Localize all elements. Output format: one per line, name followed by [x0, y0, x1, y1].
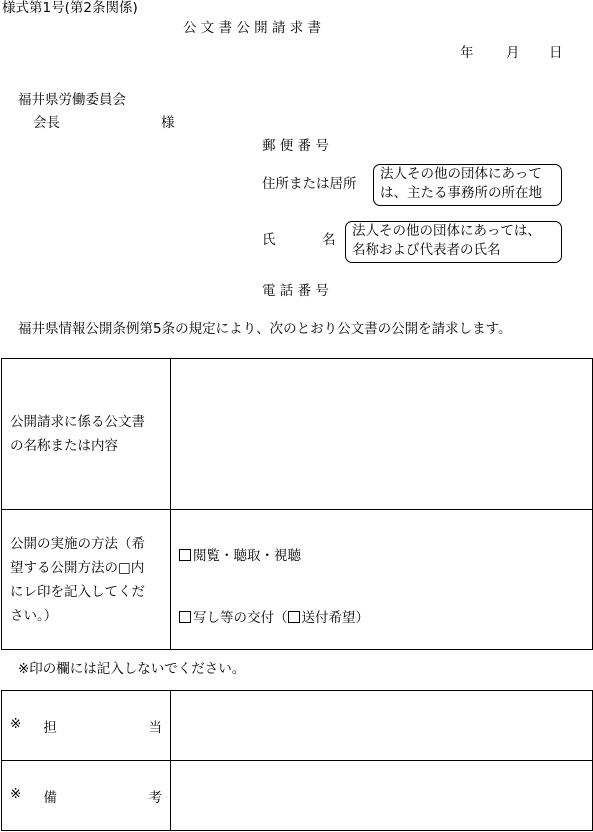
- address-note-line-1: 法人その他の団体にあって: [380, 166, 542, 182]
- option-copy[interactable]: [179, 606, 592, 626]
- name-label-first: 氏: [262, 232, 276, 248]
- postal-code-label: 郵 便 番 号: [262, 138, 329, 154]
- remarks-input-cell: [171, 761, 593, 831]
- method-options-cell: [171, 510, 593, 650]
- request-table: [1, 358, 593, 650]
- date-day: 日: [549, 45, 563, 61]
- document-input-cell[interactable]: [171, 359, 593, 510]
- staff-mark: ※: [10, 715, 22, 732]
- office-use-table: [1, 690, 593, 831]
- date-month: 月: [506, 45, 520, 61]
- addressee-honorific: 様: [161, 115, 175, 131]
- name-note-bracket: [345, 221, 562, 263]
- mail-checkbox[interactable]: [288, 611, 300, 623]
- name-note-line-2: 名称および代表者の氏名: [352, 242, 501, 258]
- staff-input-cell: [171, 691, 593, 761]
- remarks-label-a: 備: [43, 789, 57, 806]
- address-label: 住所または居所: [262, 176, 357, 192]
- date-year: 年: [460, 45, 474, 61]
- remarks-row: [2, 761, 593, 831]
- method-label-line-3: にレ印を記入してくだ: [10, 583, 145, 600]
- option-view[interactable]: [179, 544, 592, 564]
- staff-row: [2, 691, 593, 761]
- method-label-line-1: 公開の実施の方法（希: [10, 535, 145, 552]
- option-mail-label: 送付希望）: [301, 610, 369, 626]
- document-label-line-2: の名称または内容: [10, 438, 118, 454]
- staff-label-b: 当: [148, 719, 162, 736]
- address-note-line-2: は、主たる事務所の所在地: [380, 185, 542, 201]
- option-copy-label: 写し等の交付（: [193, 610, 288, 626]
- document-title: 公 文 書 公 開 請 求 書: [183, 20, 322, 36]
- remarks-mark: ※: [10, 785, 22, 802]
- copy-checkbox[interactable]: [179, 611, 191, 623]
- address-note-bracket: [373, 164, 562, 206]
- remarks-label-b: 考: [148, 789, 162, 806]
- request-statement: 福井県情報公開条例第5条の規定により、次のとおり公文書の公開を請求します。: [18, 321, 512, 337]
- method-label-line-4: さい。）: [10, 607, 58, 624]
- document-label-cell: [2, 359, 171, 510]
- office-use-note: ※印の欄には記入しないでください。: [18, 661, 246, 677]
- remarks-label-cell: [2, 761, 171, 831]
- name-note-line-1: 法人その他の団体にあっては、: [352, 223, 541, 239]
- option-view-label: 閲覧・聴取・視聴: [193, 548, 301, 564]
- document-row: [2, 359, 593, 510]
- document-label-line-1: 公開請求に係る公文書: [10, 414, 145, 430]
- name-label-second: 名: [322, 232, 336, 248]
- addressee-role: 会長: [33, 115, 60, 131]
- method-row: [2, 510, 593, 650]
- staff-label-cell: [2, 691, 171, 761]
- method-label-cell: [2, 510, 171, 650]
- staff-label-a: 担: [43, 719, 57, 736]
- view-checkbox[interactable]: [179, 549, 191, 561]
- phone-label: 電 話 番 号: [262, 283, 329, 299]
- form-number: 様式第1号(第2条関係): [2, 0, 138, 16]
- method-label-line-2: 望する公開方法の□内: [10, 559, 145, 576]
- addressee-org: 福井県労働委員会: [18, 92, 126, 108]
